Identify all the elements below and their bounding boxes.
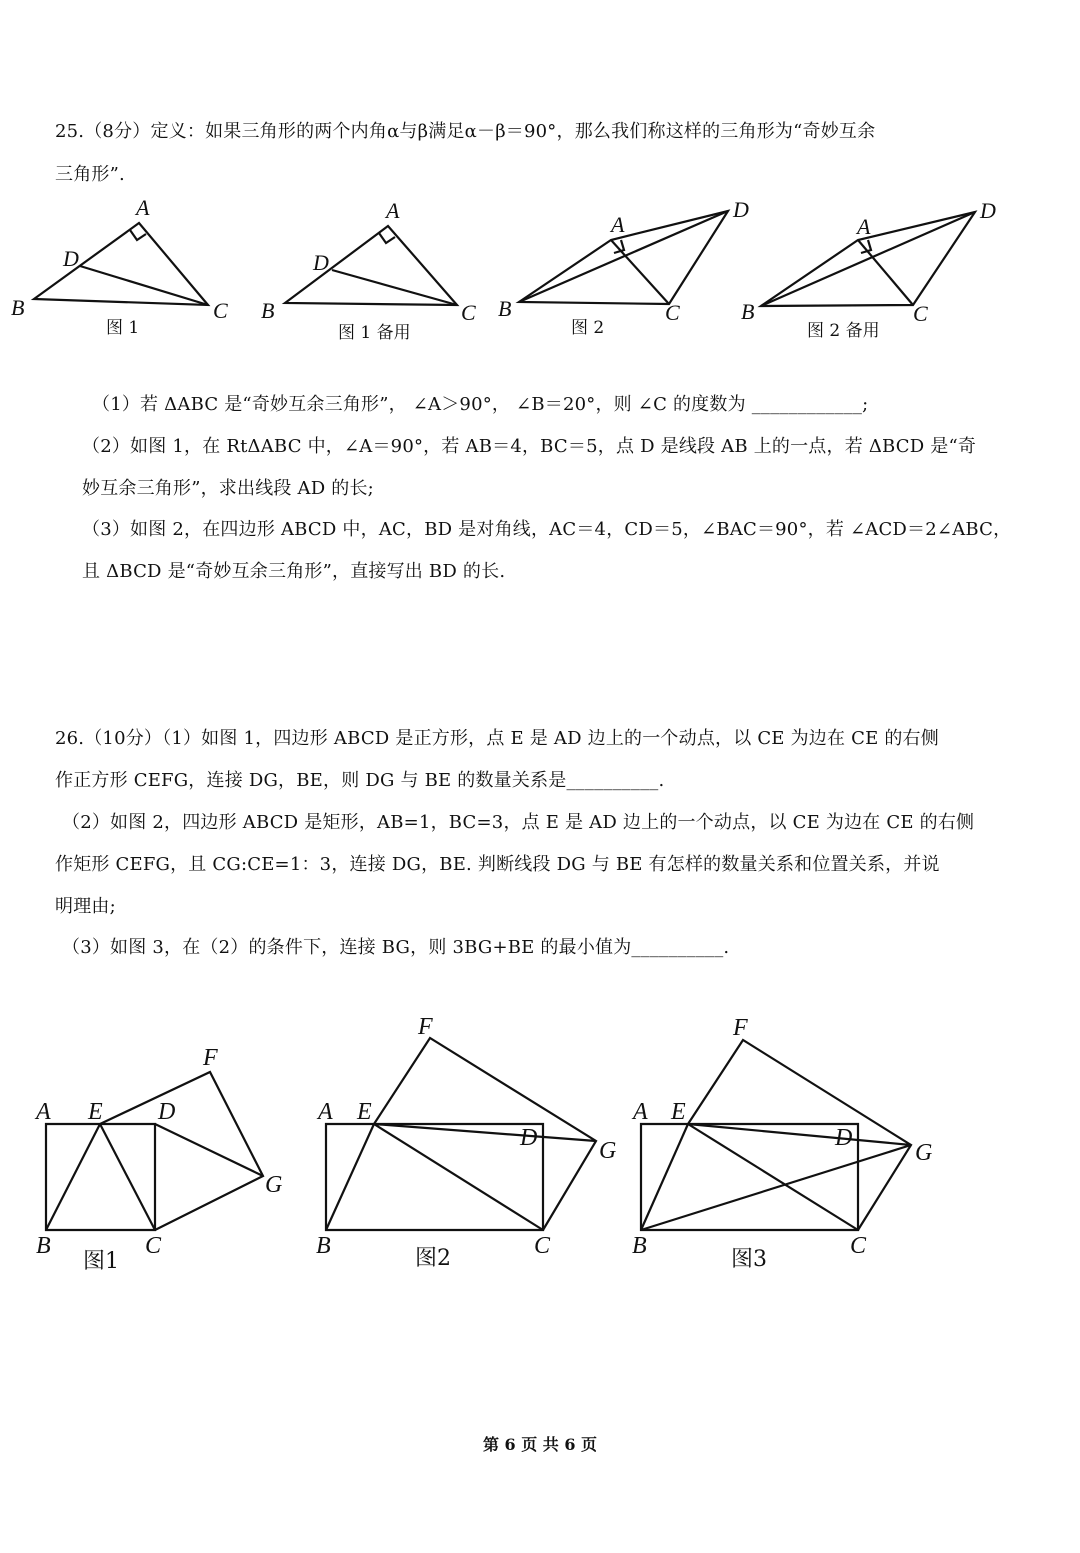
label-a: A	[386, 198, 400, 223]
segment-be	[326, 1124, 374, 1230]
q26-line2: 作正方形 CEFG，连接 DG，BE，则 DG 与 BE 的数量关系是__________.	[55, 770, 665, 791]
q26-part2-line1: （2）如图 2，四边形 ABCD 是矩形，AB=1，BC=3，点 E 是 AD 边上的一个动点，以 CE 为边在 CE 的右侧	[62, 812, 975, 833]
label-b: B	[316, 1233, 331, 1259]
label-f: F	[203, 1045, 218, 1071]
segment-dg	[155, 1124, 263, 1176]
segment-bg	[641, 1145, 911, 1230]
label-b: B	[632, 1233, 647, 1259]
label-c: C	[913, 301, 928, 326]
q25-part2-line1: （2）如图 1，在 RtΔABC 中，∠A＝90°，若 AB＝4，BC＝5，点 D 是线段 AB 上的一点，若 ΔBCD 是“奇	[82, 436, 977, 457]
label-c: C	[534, 1233, 551, 1259]
segment-be	[46, 1124, 100, 1230]
q25-part1: （1）若 ΔABC 是“奇妙互余三角形”， ∠A＞90°， ∠B＝20°，则 ∠C 的度数为 ____________;	[92, 394, 869, 415]
label-d: D	[733, 197, 749, 222]
q26-line1: 26.（10分）（1）如图 1，四边形 ABCD 是正方形，点 E 是 AD 边上的一个动点，以 CE 为边在 CE 的右侧	[55, 728, 939, 749]
square-abcd	[46, 1124, 155, 1230]
segment-ce	[374, 1124, 543, 1230]
label-a: A	[136, 195, 150, 220]
caption-fig1-backup: 图 1 备用	[338, 323, 411, 343]
label-g: G	[265, 1172, 283, 1198]
label-b: B	[36, 1233, 51, 1259]
label-a: A	[857, 214, 871, 239]
label-c: C	[461, 300, 476, 325]
label-e: E	[88, 1099, 103, 1125]
label-f: F	[733, 1015, 748, 1041]
caption-fig2: 图2	[415, 1246, 451, 1271]
q25-part3-line2: 且 ΔBCD 是“奇妙互余三角形”，直接写出 BD 的长.	[82, 561, 506, 582]
label-d: D	[835, 1125, 853, 1151]
segment-eg	[688, 1124, 911, 1145]
q25-part3-line1: （3）如图 2，在四边形 ABCD 中，AC，BD 是对角线，AC＝4，CD＝5，∠BAC＝90°，若 ∠ACD＝2∠ABC，	[82, 519, 1012, 540]
rectangle-cefg	[374, 1038, 596, 1230]
segment-eg	[374, 1124, 596, 1141]
label-a: A	[611, 212, 625, 237]
label-c: C	[665, 300, 680, 325]
caption-fig1: 图 1	[106, 318, 140, 338]
q26-figure-3	[631, 1015, 932, 1272]
q25-part2-line2: 妙互余三角形”，求出线段 AD 的长;	[82, 478, 374, 499]
label-g: G	[915, 1140, 933, 1166]
q26-figure-1	[34, 1045, 282, 1274]
label-b: B	[741, 299, 755, 324]
label-b: B	[498, 296, 512, 321]
q26-part3: （3）如图 3，在（2）的条件下，连接 BG，则 3BG+BE 的最小值为__________.	[62, 937, 730, 958]
label-d: D	[313, 250, 329, 275]
label-f: F	[418, 1014, 433, 1040]
segment-be	[641, 1124, 688, 1230]
label-c: C	[213, 298, 228, 323]
q25-line2: 三角形”.	[55, 164, 125, 185]
label-b: B	[11, 295, 25, 320]
q25-line1: 25.（8分）定义：如果三角形的两个内角α与β满足α－β＝90°，那么我们称这样的三角形为“奇妙互余	[55, 121, 876, 142]
label-d: D	[63, 246, 79, 271]
q26-figure-2	[316, 1014, 616, 1271]
label-e: E	[357, 1099, 372, 1125]
rectangle-abcd	[326, 1124, 543, 1230]
q26-part2-line2: 作矩形 CEFG，且 CG:CE=1：3，连接 DG，BE. 判断线段 DG 与 BE 有怎样的数量关系和位置关系，并说	[55, 854, 940, 875]
label-a: A	[36, 1099, 51, 1125]
segment-ce	[688, 1124, 858, 1230]
label-a: A	[318, 1099, 333, 1125]
caption-fig2: 图 2	[571, 318, 605, 338]
label-g: G	[599, 1138, 617, 1164]
label-c: C	[850, 1233, 867, 1259]
page-footer: 第 6 页 共 6 页	[482, 1435, 598, 1454]
segment-ce	[100, 1124, 155, 1230]
square-cefg	[100, 1072, 263, 1230]
caption-fig1: 图1	[83, 1249, 119, 1274]
label-b: B	[261, 298, 275, 323]
label-a: A	[633, 1099, 648, 1125]
caption-fig2-backup: 图 2 备用	[807, 321, 880, 341]
q26-part2-line3: 明理由;	[55, 896, 116, 917]
label-c: C	[145, 1233, 162, 1259]
label-d: D	[158, 1099, 176, 1125]
label-d: D	[980, 198, 996, 223]
rectangle-abcd	[641, 1124, 858, 1230]
label-e: E	[671, 1099, 686, 1125]
caption-fig3: 图3	[731, 1247, 767, 1272]
label-d: D	[520, 1125, 538, 1151]
